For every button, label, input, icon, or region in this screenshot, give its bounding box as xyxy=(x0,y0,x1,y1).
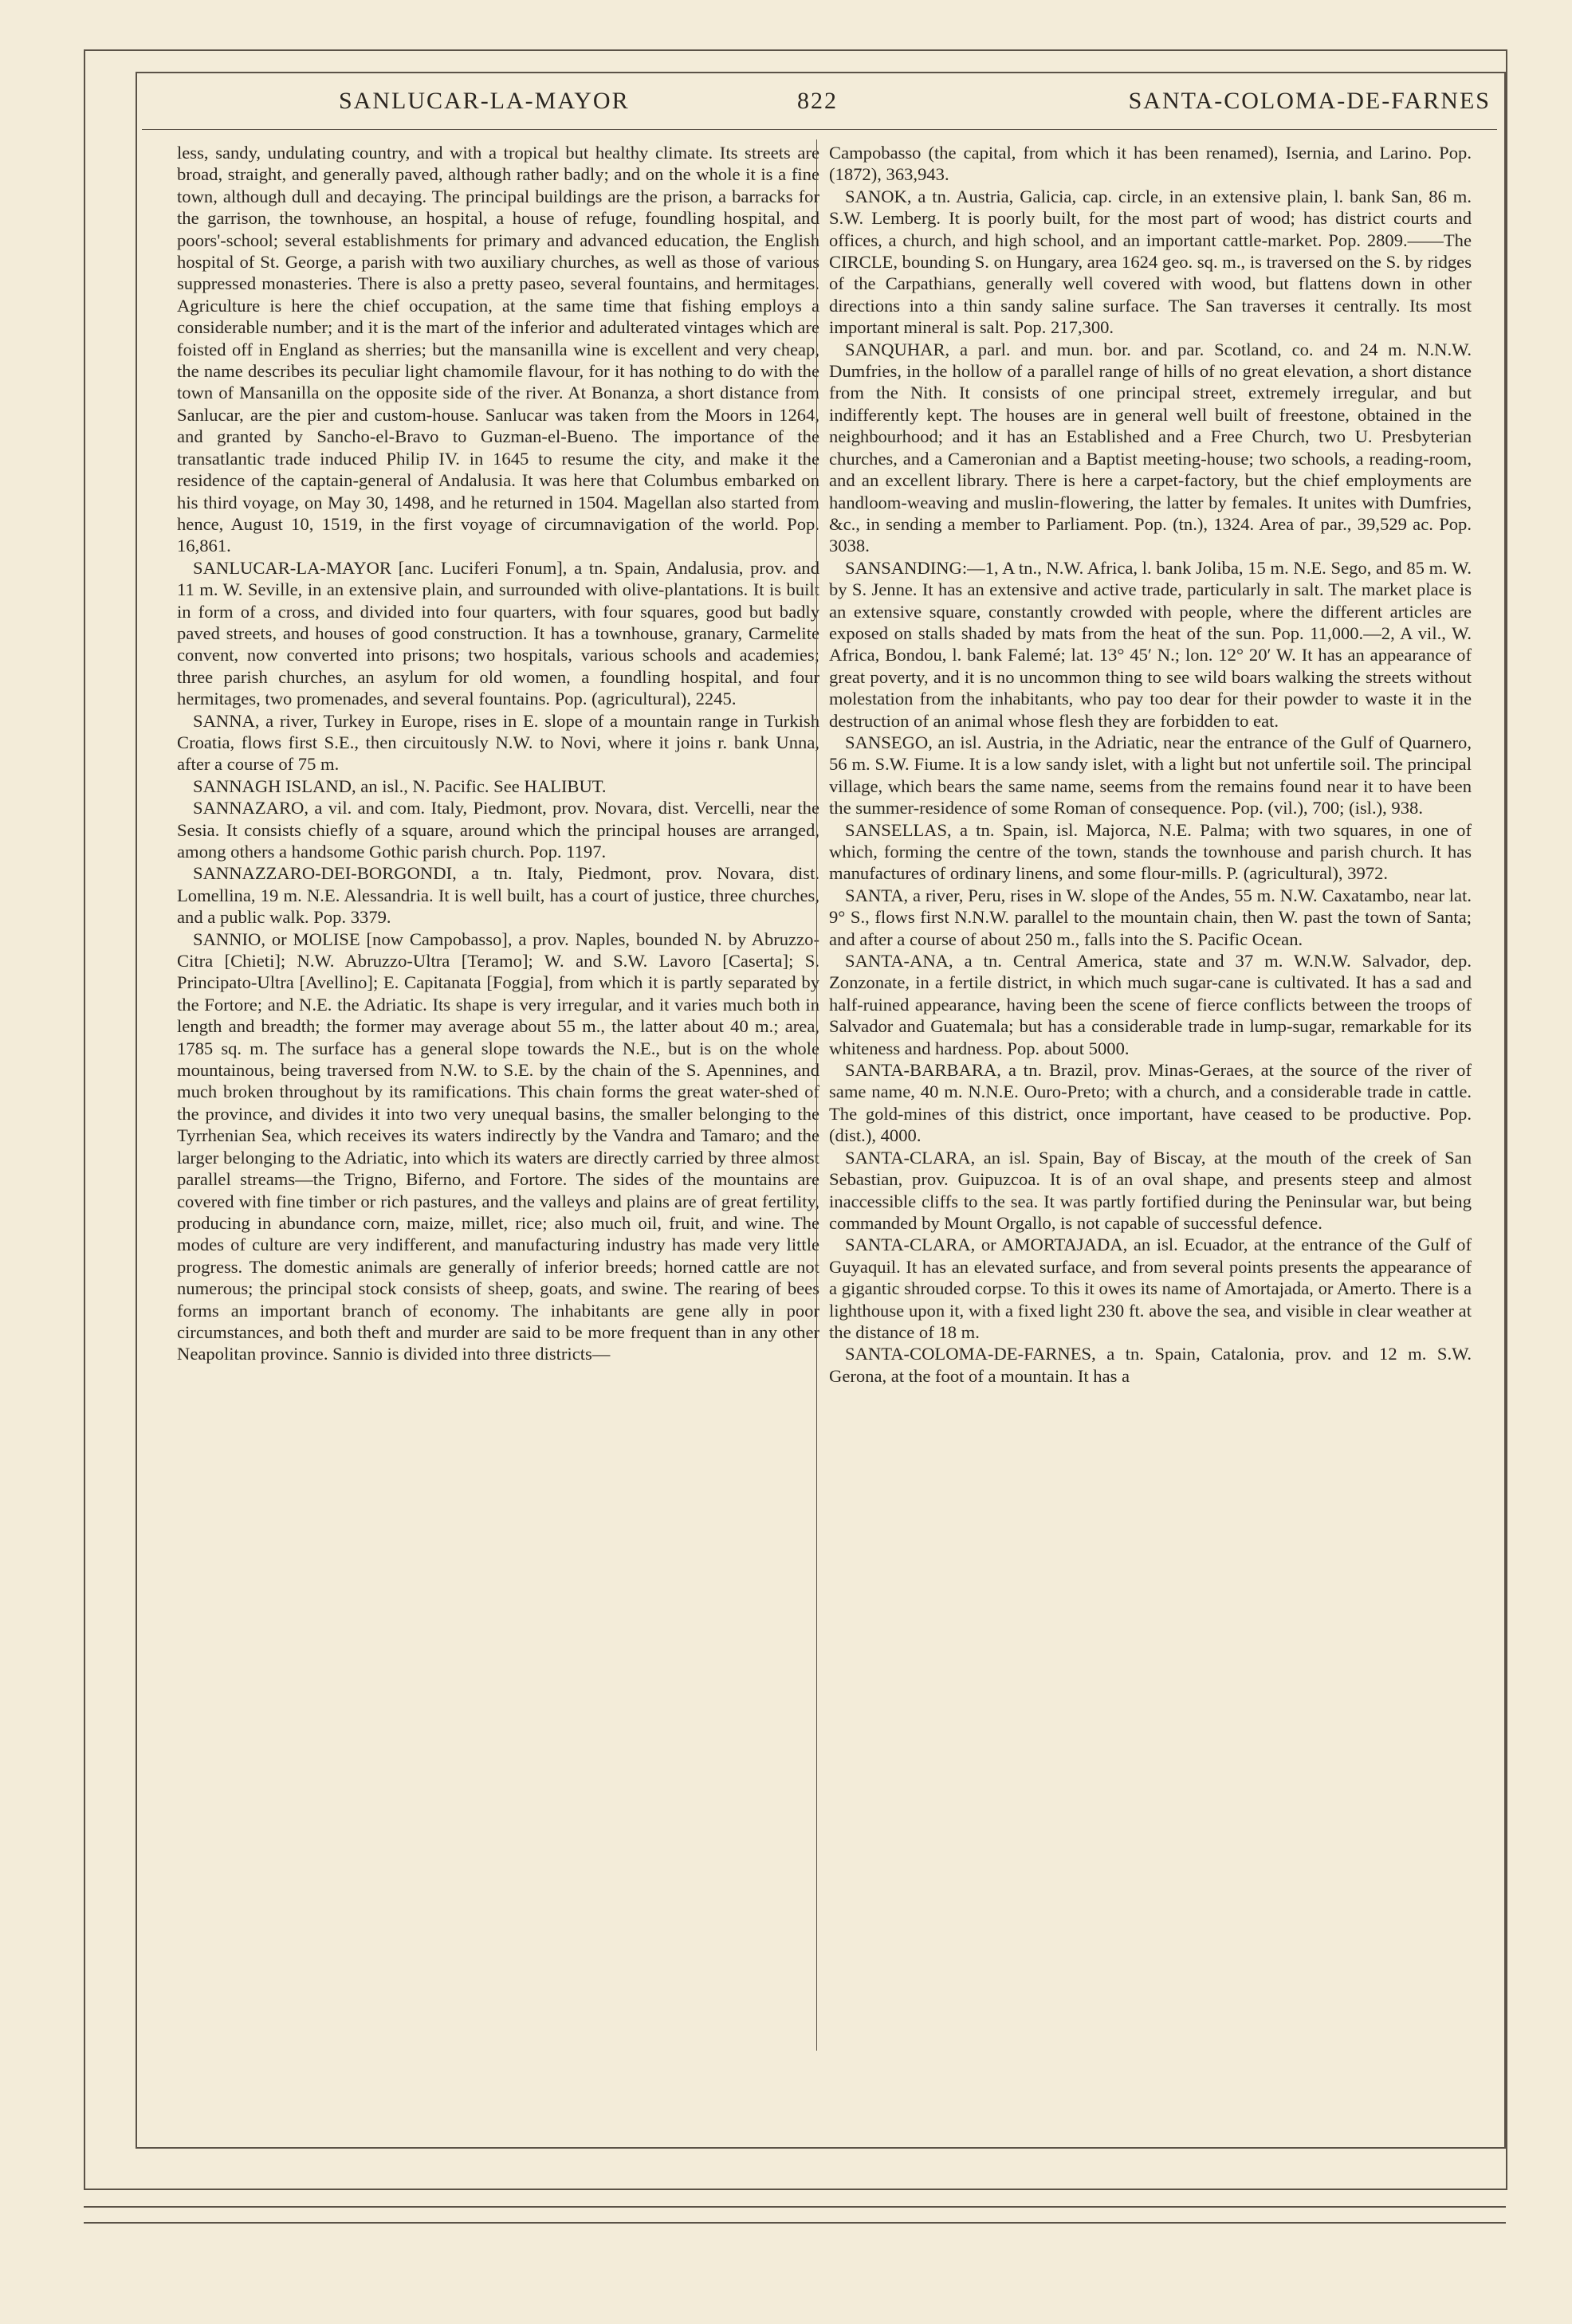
header-rule xyxy=(142,129,1497,130)
column-divider xyxy=(816,139,817,2051)
header-left-entry: SANLUCAR-LA-MAYOR xyxy=(339,88,630,114)
entry-santa-ana: SANTA-ANA, a tn. Central America, state and 37 m. W.N.W. Salvador, dep. Zonzonate, in a fertile district, in which much sugar-cane is cultivated. It has a sad and half-ruined appearance, having been the scene of fierce conflicts between the troops of Salvador and Guatemala; but has a considerable trade in lump-sugar, remarkable for its whiteness and hardness. Pop. about 5000. xyxy=(829,951,1472,1058)
entry-sanok: SANOK, a tn. Austria, Galicia, cap. circle, in an extensive plain, l. bank San, 86 m. S.W. Lemberg. It is poorly built, for the most part of wood; has district courts and offices, a church, and high school, and an important cattle-market. Pop. 2809.——The CIRCLE, bounding S. on Hungary, area 1624 geo. sq. m., is traversed on the S. by ridges of the Carpathians, generally well covered with wood, but flattens down in other directions into a thin sandy saline surface. The San traverses it centrally. Its most important mineral is salt. Pop. 217,300. xyxy=(829,186,1472,338)
entry-sannio: SANNIO, or MOLISE [now Campobasso], a prov. Naples, bounded N. by Abruzzo-Citra [Chieti]; N.W. Abruzzo-Ultra [Teramo]; W. and S.W. Lavoro [Caserta]; S. Principato-Ultra [Avellino]; E. Capitanata [Foggia], from which it is partly separated by the Fortore; and N.E. the Adriatic. Its shape is very irregular, and it varies much both in length and breadth; the former may average about 55 m., the latter about 40 m.; area, 1785 sq. m. The surface has a general slope towards the N.E., but is on the whole mountainous, being traversed from N.W. to S.E. by the chain of the S. Apennines, and much broken throughout by its ramifications. This chain forms the great water-shed of the province, and divides it into two very unequal basins, the smaller belonging to the Tyrrhenian Sea, which receives its waters indirectly by the Vandra and Tamaro; and the larger belonging to the Adriatic, into which its waters are directly carried by three almost parallel streams—the Trigno, Biferno, and Fortore. The sides of the mountains are covered with fine timber or rich pastures, and the valleys and plains are of great fertility, producing in abundance corn, maize, millet, rice; also much oil, fruit, and wine. The modes of culture are very indifferent, and manufacturing industry has made very little progress. The domestic animals are generally of inferior breeds; horned cattle are not numerous; the principal stock consists of sheep, goats, and swine. The rearing of bees forms an important branch of economy. The inhabitants are gene ally in poor circumstances, and both theft and murder are said to be more frequent than in any other Neapolitan province. Sannio is divided into three districts— xyxy=(177,928,819,1364)
entry-santa: SANTA, a river, Peru, rises in W. slope of the Andes, 55 m. N.W. Caxatambo, near lat. 9° S., flows first N.N.W. parallel to the mountain chain, then W. past the town of Santa; and after a course of about 250 m., falls into the S. Pacific Ocean. xyxy=(829,885,1472,949)
entry-santa-clara: SANTA-CLARA, an isl. Spain, Bay of Biscay, at the mouth of the creek of San Sebastian, prov. Guipuzcoa. It is of an oval shape, and presents steep and almost inaccessible cliffs to the sea. It was partly fortified during the Peninsular war, but being commanded by Mount Orgallo, is not capable of successful defence. xyxy=(829,1147,1472,1233)
entry-sannio-continued: Campobasso (the capital, from which it has been renamed), Isernia, and Larino. Pop. (1872), 363,943. xyxy=(829,143,1472,185)
left-column xyxy=(177,142,819,1365)
right-column xyxy=(829,142,1472,1387)
entry-sansellas: SANSELLAS, a tn. Spain, isl. Majorca, N.E. Palma; with two squares, in one of which, forming the centre of the town, stands the townhouse and parish church. It has manufactures of ordinary linens, and some flour-mills. P. (agricultural), 3972. xyxy=(829,819,1472,884)
bottom-rule-2 xyxy=(84,2222,1506,2224)
entry-sanlucar-continued: less, sandy, undulating country, and with a tropical but healthy climate. Its streets are broad, straight, and generally paved, although rather badly; and on the whole it is a fine town, although dull and decaying. The principal buildings are the prison, a barracks for the garrison, the townhouse, an hospital, a house of refuge, foundling hospital, and poors'-school; several establishments for primary and advanced education, the English hospital of St. George, a parish with two auxiliary churches, as well as those of various suppressed monasteries. There is also a pretty paseo, several fountains, and hermitages. Agriculture is here the chief occupation, at the same time that fishing employs a considerable number; and it is the mart of the inferior and adulterated vintages which are foisted off in England as sherries; but the mansanilla wine is excellent and very cheap, the name describes its peculiar light chamomile flavour, for it has nothing to do with the town of Mansanilla on the opposite side of the river. At Bonanza, a short distance from Sanlucar, are the pier and custom-house. Sanlucar was taken from the Moors in 1264, and granted by Sancho-el-Bravo to Guzman-el-Bueno. The importance of the transatlantic trade induced Philip IV. in 1645 to resume the city, and make it the residence of the captain-general of Andalusia. It was here that Columbus embarked on his third voyage, on May 30, 1498, and he returned in 1504. Magellan also started from hence, August 10, 1519, in the first voyage of circumnavigation of the world. Pop. 16,861. xyxy=(177,143,819,556)
page-number: 822 xyxy=(797,88,838,114)
entry-santa-clara-amortajada: SANTA-CLARA, or AMORTAJADA, an isl. Ecuador, at the entrance of the Gulf of Guyaquil. It has an elevated surface, and from several points presents the appearance of a gigantic shrouded corpse. To this it owes its name of Amortajada, or Amerto. There is a lighthouse upon it, with a fixed light 230 ft. above the sea, and visible in clear weather at the distance of 18 m. xyxy=(829,1235,1472,1342)
entry-sanquhar: SANQUHAR, a parl. and mun. bor. and par. Scotland, co. and 24 m. N.N.W. Dumfries, in the hollow of a parallel range of hills of no great elevation, a short distance from the Nith. It consists of one principal street, extremely irregular, and but indifferently kept. The houses are in general well built of freestone, obtained in the neighbourhood; and it has an Established and a Free Church, two U. Presbyterian churches, and a Cameronian and a Baptist meeting-house; two schools, a reading-room, and an excellent library. There is here a carpet-factory, but the chief employments are handloom-weaving and muslin-flowering, the latter by females. It unites with Dumfries, &c., in sending a member to Parliament. Pop. (tn.), 1324. Area of par., 39,529 ac. Pop. 3038. xyxy=(829,339,1472,556)
running-header xyxy=(167,80,1491,131)
bottom-rule-1 xyxy=(84,2206,1506,2208)
entry-sansanding: SANSANDING:—1, A tn., N.W. Africa, l. bank Joliba, 15 m. N.E. Sego, and 85 m. W. by S. Jenne. It has an extensive and active trade, particularly in salt. The market place is an extensive square, constantly crowded with people, where the different articles are exposed on stalls shaded by mats from the heat of the sun. Pop. 11,000.—2, A vil., W. Africa, Bondou, l. bank Falemé; lat. 13° 45′ N.; lon. 12° 20′ W. It has an appearance of great poverty, and it is no uncommon thing to see wild boars walking the streets without molestation from the inhabitants, who pay too dear for their powder to waste it in the destruction of an animal whose flesh they are forbidden to eat. xyxy=(829,557,1472,731)
entry-santa-barbara: SANTA-BARBARA, a tn. Brazil, prov. Minas-Geraes, at the source of the river of same name, 40 m. N.N.E. Ouro-Preto; with a church, and a considerable trade in cattle. The gold-mines of this district, once important, have ceased to be productive. Pop. (dist.), 4000. xyxy=(829,1060,1472,1146)
entry-sanna: SANNA, a river, Turkey in Europe, rises in E. slope of a mountain range in Turkish Croatia, flows first S.E., then circuitously N.W. to Novi, where it joins r. bank Unna, after a course of 75 m. xyxy=(177,710,819,775)
entry-sannagh-island: SANNAGH ISLAND, an isl., N. Pacific. See HALIBUT. xyxy=(193,775,607,796)
entry-sannazzaro-dei-borgondi: SANNAZZARO-DEI-BORGONDI, a tn. Italy, Piedmont, prov. Novara, dist. Lomellina, 19 m. N.E. Alessandria. It is well built, has a court of justice, three churches, and a public walk. Pop. 3379. xyxy=(177,863,819,928)
entry-sansego: SANSEGO, an isl. Austria, in the Adriatic, near the entrance of the Gulf of Quarnero, 56 m. S.W. Fiume. It is a low sandy islet, with a light but not unfertile soil. The principal village, which bears the same name, seems from the remains found near it to have been the summer-residence of some Roman of consequence. Pop. (vil.), 700; (isl.), 938. xyxy=(829,732,1472,819)
entry-sannazaro: SANNAZARO, a vil. and com. Italy, Piedmont, prov. Novara, dist. Vercelli, near the Sesia. It consists chiefly of a square, around which the principal houses are arranged, among others a handsome Gothic parish church. Pop. 1197. xyxy=(177,798,819,862)
entry-sanlucar-la-mayor: SANLUCAR-LA-MAYOR [anc. Luciferi Fonum], a tn. Spain, Andalusia, prov. and 11 m. W. Seville, in an extensive plain, and surrounded with olive-plantations. It is built in form of a cross, and divided into four quarters, with four squares, good but badly paved streets, and houses of good construction. It has a townhouse, granary, Carmelite convent, now converted into prisons; two hospitals, various schools and academies; three parish churches, an asylum for old women, a foundling hospital, and four hermitages, two promenades, and several fountains. Pop. (agricultural), 2245. xyxy=(177,557,819,709)
entry-santa-coloma-de-farnes: SANTA-COLOMA-DE-FARNES, a tn. Spain, Catalonia, prov. and 12 m. S.W. Gerona, at the foot of a mountain. It has a xyxy=(829,1344,1472,1386)
header-right-entry: SANTA-COLOMA-DE-FARNES xyxy=(1128,88,1491,114)
